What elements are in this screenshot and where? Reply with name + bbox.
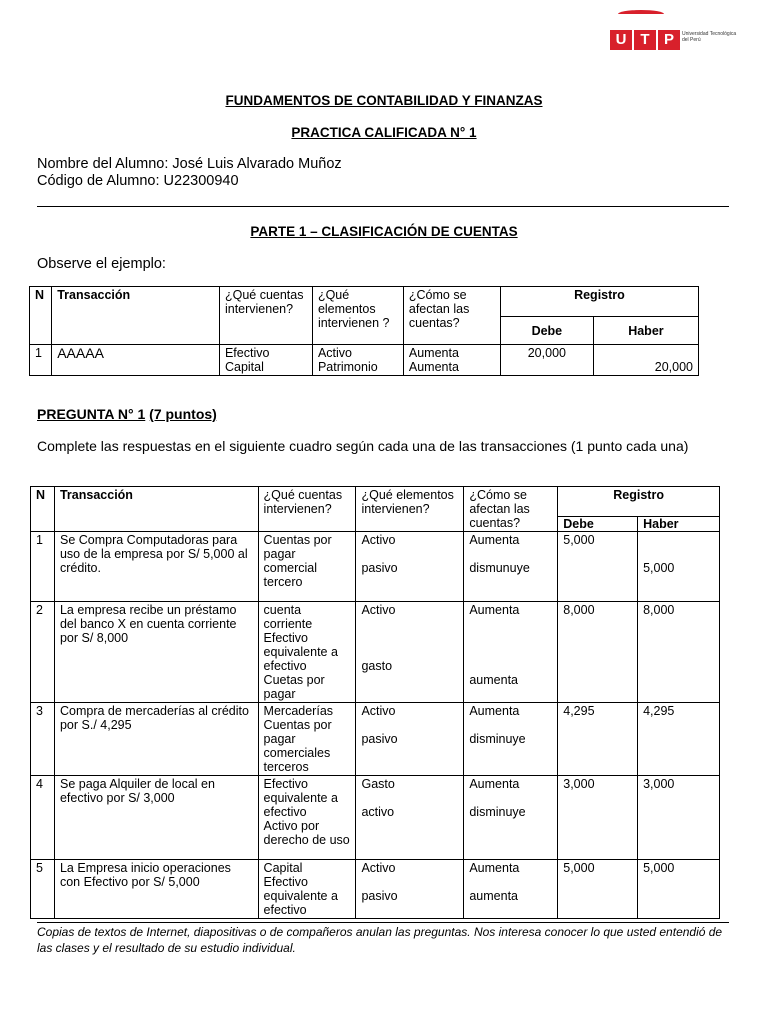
cell-haber: 3,000 — [638, 776, 720, 860]
cell-como: Aumenta aumenta — [464, 602, 558, 703]
cell-como: Aumenta disminuye — [464, 776, 558, 860]
cell-elementos: Activo pasivo — [356, 532, 464, 602]
transactions-table — [30, 486, 720, 919]
header-n: N — [31, 487, 55, 532]
cell-cuentas: cuenta corriente Efectivo equivalente a efectivo Cuetas por pagar — [258, 602, 356, 703]
table-row — [31, 776, 720, 860]
header-haber: Haber — [593, 317, 698, 345]
logo-arc — [618, 10, 664, 18]
cell-n: 2 — [31, 602, 55, 703]
course-title: FUNDAMENTOS DE CONTABILIDAD Y FINANZAS — [225, 93, 543, 108]
cell-elementos: Activo Patrimonio — [312, 345, 403, 376]
header-debe: Debe — [558, 517, 638, 532]
header-como: ¿Cómo se afectan las cuentas? — [464, 487, 558, 532]
footer-note: Copias de textos de Internet, diapositivas o de compañeros anulan las preguntas. Nos interesa conocer lo que usted entendió de las clases y el resultado de su estudio individual. — [37, 922, 729, 956]
cell-debe: 20,000 — [500, 345, 593, 376]
header-registro: Registro — [558, 487, 720, 517]
cell-transaccion: La empresa recibe un préstamo del banco X en cuenta corriente por S/ 8,000 — [54, 602, 258, 703]
student-name: Nombre del Alumno: José Luis Alvarado Muñoz — [37, 156, 342, 172]
logo-letter-p: P — [658, 30, 680, 50]
logo-subtitle: Universidad Tecnológica del Perú — [682, 31, 737, 43]
table-row — [31, 532, 720, 602]
header-cuentas: ¿Qué cuentas intervienen? — [258, 487, 356, 532]
example-table — [29, 286, 699, 376]
cell-debe: 5,000 — [558, 532, 638, 602]
cell-n: 1 — [30, 345, 52, 376]
header-transaccion: Transacción — [52, 287, 220, 345]
part1-title: PARTE 1 – CLASIFICACIÓN DE CUENTAS — [250, 224, 518, 239]
cell-haber: 4,295 — [638, 703, 720, 776]
cell-elementos: Activo gasto — [356, 602, 464, 703]
cell-haber: 8,000 — [638, 602, 720, 703]
cell-cuentas: Efectivo Capital — [219, 345, 312, 376]
cell-n: 5 — [31, 860, 55, 919]
cell-como: Aumenta aumenta — [464, 860, 558, 919]
cell-transaccion: AAAAA — [52, 345, 220, 376]
utp-logo — [610, 10, 735, 50]
table-row — [31, 703, 720, 776]
header-elementos: ¿Qué elementos intervienen ? — [312, 287, 403, 345]
header-transaccion: Transacción — [54, 487, 258, 532]
table-row — [31, 602, 720, 703]
logo-letter-t: T — [634, 30, 656, 50]
header-registro: Registro — [500, 287, 698, 317]
cell-como: Aumenta Aumenta — [403, 345, 500, 376]
question-instruction: Complete las respuestas en el siguiente cuadro según cada una de las transacciones (1 punto cada una) — [37, 438, 689, 454]
cell-haber: 5,000 — [638, 532, 720, 602]
cell-debe: 8,000 — [558, 602, 638, 703]
cell-elementos: Gasto activo — [356, 776, 464, 860]
cell-elementos: Activo pasivo — [356, 703, 464, 776]
cell-haber: 5,000 — [638, 860, 720, 919]
observe-text: Observe el ejemplo: — [37, 256, 166, 272]
cell-cuentas: Capital Efectivo equivalente a efectivo — [258, 860, 356, 919]
cell-haber: 20,000 — [593, 345, 698, 376]
cell-n: 1 — [31, 532, 55, 602]
cell-transaccion: La Empresa inicio operaciones con Efectivo por S/ 5,000 — [54, 860, 258, 919]
header-n: N — [30, 287, 52, 345]
table-row — [31, 860, 720, 919]
student-code: Código de Alumno: U22300940 — [37, 173, 239, 189]
cell-n: 4 — [31, 776, 55, 860]
header-haber: Haber — [638, 517, 720, 532]
question-heading — [37, 406, 217, 422]
cell-como: Aumenta dismunuye — [464, 532, 558, 602]
header-cuentas: ¿Qué cuentas intervienen? — [219, 287, 312, 345]
header-como: ¿Cómo se afectan las cuentas? — [403, 287, 500, 345]
cell-transaccion: Compra de mercaderías al crédito por S./ 4,295 — [54, 703, 258, 776]
question-label: PREGUNTA N° 1 — [37, 406, 146, 422]
header-divider — [37, 206, 729, 207]
cell-debe: 3,000 — [558, 776, 638, 860]
practice-title: PRACTICA CALIFICADA N° 1 — [291, 125, 477, 140]
cell-transaccion: Se paga Alquiler de local en efectivo por S/ 3,000 — [54, 776, 258, 860]
cell-transaccion: Se Compra Computadoras para uso de la empresa por S/ 5,000 al crédito. — [54, 532, 258, 602]
cell-cuentas: Cuentas por pagar comercial tercero — [258, 532, 356, 602]
table-row — [30, 345, 699, 376]
cell-n: 3 — [31, 703, 55, 776]
question-points: (7 puntos) — [149, 406, 217, 422]
cell-cuentas: Efectivo equivalente a efectivo Activo por derecho de uso — [258, 776, 356, 860]
header-elementos: ¿Qué elementos intervienen? — [356, 487, 464, 532]
header-debe: Debe — [500, 317, 593, 345]
cell-elementos: Activo pasivo — [356, 860, 464, 919]
cell-como: Aumenta disminuye — [464, 703, 558, 776]
cell-debe: 5,000 — [558, 860, 638, 919]
logo-letter-u: U — [610, 30, 632, 50]
cell-debe: 4,295 — [558, 703, 638, 776]
cell-cuentas: Mercaderías Cuentas por pagar comerciales terceros — [258, 703, 356, 776]
